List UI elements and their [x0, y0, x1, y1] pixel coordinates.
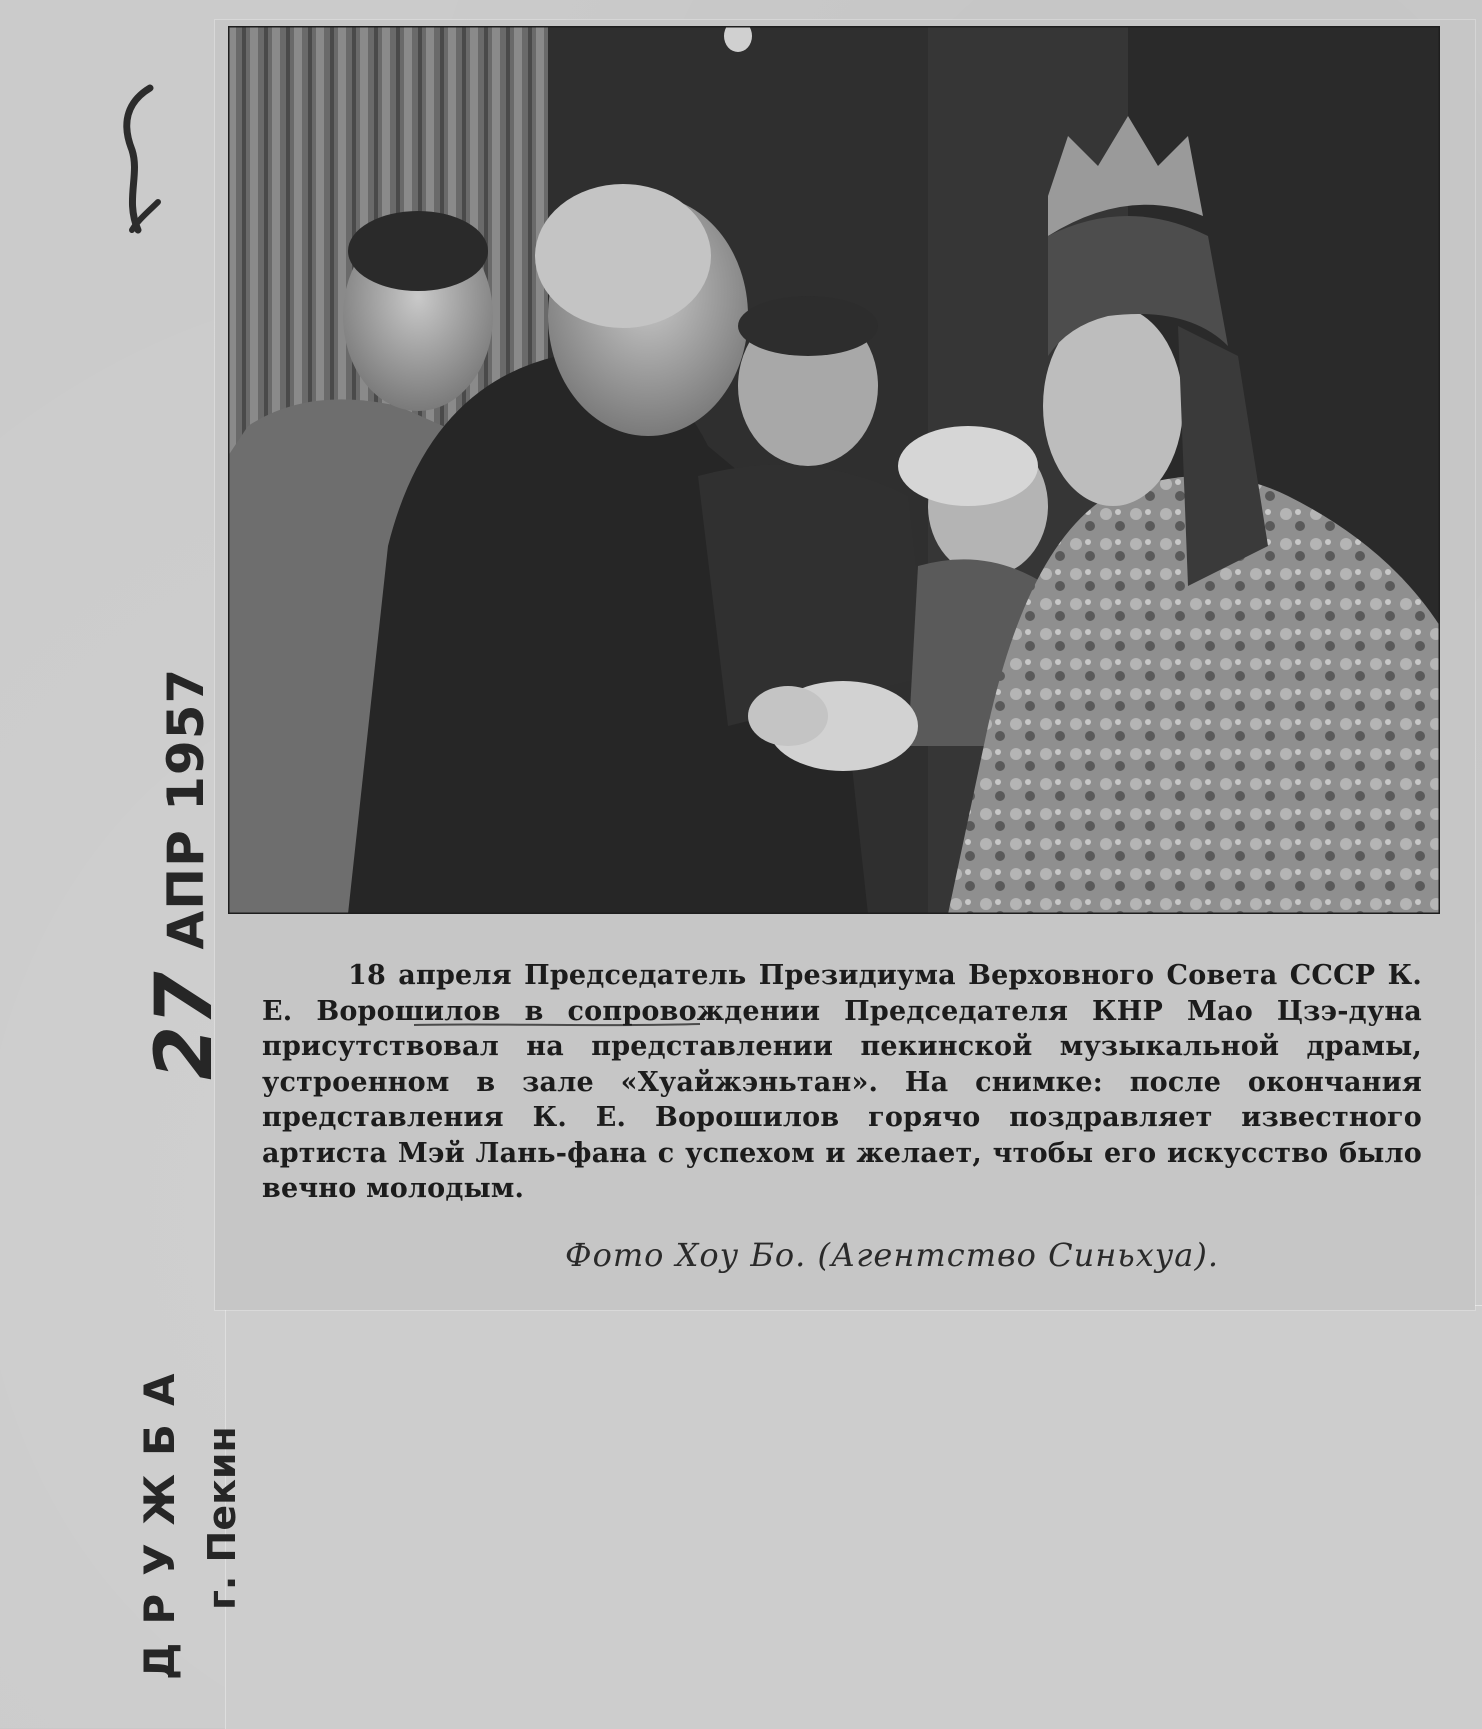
photo-credit: Фото Хоу Бо. (Агентство Синьхуа).	[565, 1236, 1220, 1274]
newspaper-city-stamp: г. Пекин	[200, 1426, 244, 1610]
press-photo	[228, 26, 1440, 914]
backing-paper	[225, 1305, 1482, 1729]
date-stamp-day: 27	[140, 971, 230, 1080]
date-stamp	[140, 668, 230, 1080]
handwritten-mark	[110, 80, 170, 250]
newspaper-name-stamp: ДРУЖБА	[135, 1355, 184, 1680]
photo-caption: 18 апреля Председатель Президиума Верховного Совета СССР К. Е. Ворошилов в сопровождении Председателя КНР Мао Цзэ-дуна присутствовал на представлении пекинской музыкальной драмы, устроенном в зале «Хуайжэньтан». На снимке: после окончания представления К. Е. Ворошилов горячо поздравляет известного артиста Мэй Лань-фана с успехом и желает, чтобы его искусство было вечно молодым.	[262, 960, 1422, 1204]
date-stamp-month-year: АПР 1957	[157, 667, 215, 950]
